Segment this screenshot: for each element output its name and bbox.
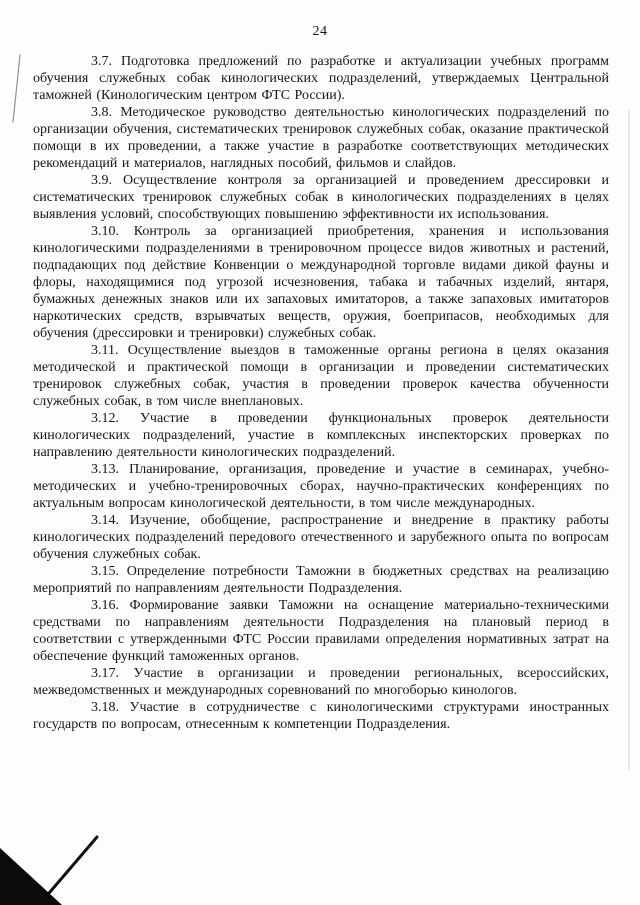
- paragraph-3-10: 3.10. Контроль за организацией приобретения, хранения и использования кинологическими подразделениями в тренировочном процессе видов животных и растений, подпадающих под действие Конвенции о международной торговле видами дикой фауны и флоры, находящимися под угрозой исчезновения, табака и табачных изделий, янтаря, бумажных денежных знаков или их запаховых имитаторов, а также запаховых имитаторов наркотических средств, взрывчатых веществ, оружия, боеприпасов, необходимых для обучения (дрессировки и тренировки) служебных собак.: [33, 224, 609, 341]
- page-number: 24: [312, 24, 328, 39]
- paragraph-3-16: 3.16. Формирование заявки Таможни на оснащение материально-техническими средствами по направлениям деятельности Подразделения на плановый период в соответствии с утвержденными ФТС России правилами определения нормативных затрат на обеспечение функций таможенных органов.: [33, 598, 609, 664]
- scan-scratch-top-left: [13, 55, 20, 122]
- paragraph-3-9: 3.9. Осуществление контроля за организацией и проведением дрессировки и систематических тренировок служебных собак в кинологических подразделениях в целях выявления условий, способствующих повышению эффективности их использования.: [33, 173, 609, 222]
- paragraph-3-17: 3.17. Участие в организации и проведении региональных, всероссийских, межведомственных и международных соревнований по многоборью кинологов.: [33, 666, 609, 698]
- paragraph-3-7: 3.7. Подготовка предложений по разработке и актуализации учебных программ обучения служебных собак кинологических подразделений, утверждаемых Центральной таможней (Кинологическим центром ФТС России).: [33, 54, 609, 103]
- paragraph-3-12: 3.12. Участие в проведении функциональных проверок деятельности кинологических подразделений, участие в комплексных инспекторских проверках по направлению деятельности кинологических подразделений.: [33, 411, 609, 460]
- paragraph-3-8: 3.8. Методическое руководство деятельностью кинологических подразделений по организации обучения, систематических тренировок служебных собак, оказание практической помощи в их проведении, а также участие в разработке соответствующих методических рекомендаций и материалов, наглядных пособий, фильмов и слайдов.: [33, 105, 609, 171]
- paragraph-3-18: 3.18. Участие в сотрудничестве с кинологическими структурами иностранных государств по вопросам, отнесенным к компетенции Подразделения.: [33, 700, 609, 732]
- paragraph-3-14: 3.14. Изучение, обобщение, распространение и внедрение в практику работы кинологических подразделений передового отечественного и зарубежного опыта по вопросам обучения служебных собак.: [33, 513, 609, 562]
- scan-fold-line-bottom-left: [38, 837, 97, 905]
- paragraph-3-13: 3.13. Планирование, организация, проведение и участие в семинарах, учебно-методических и учебно-тренировочных сборах, научно-практических конференциях по актуальным вопросам кинологической деятельности, в том числе международных.: [33, 462, 609, 511]
- paragraph-3-11: 3.11. Осуществление выездов в таможенные органы региона в целях оказания методической и практической помощи в организации и проведении систематических тренировок служебных собак, участия в проведении проверок качества обученности служебных собак, в том числе внеплановых.: [33, 343, 609, 409]
- document-body: [33, 53, 609, 733]
- paragraph-3-15: 3.15. Определение потребности Таможни в бюджетных средствах на реализацию мероприятий по направлениям деятельности Подразделения.: [33, 564, 609, 596]
- scan-corner-blot: [0, 848, 62, 905]
